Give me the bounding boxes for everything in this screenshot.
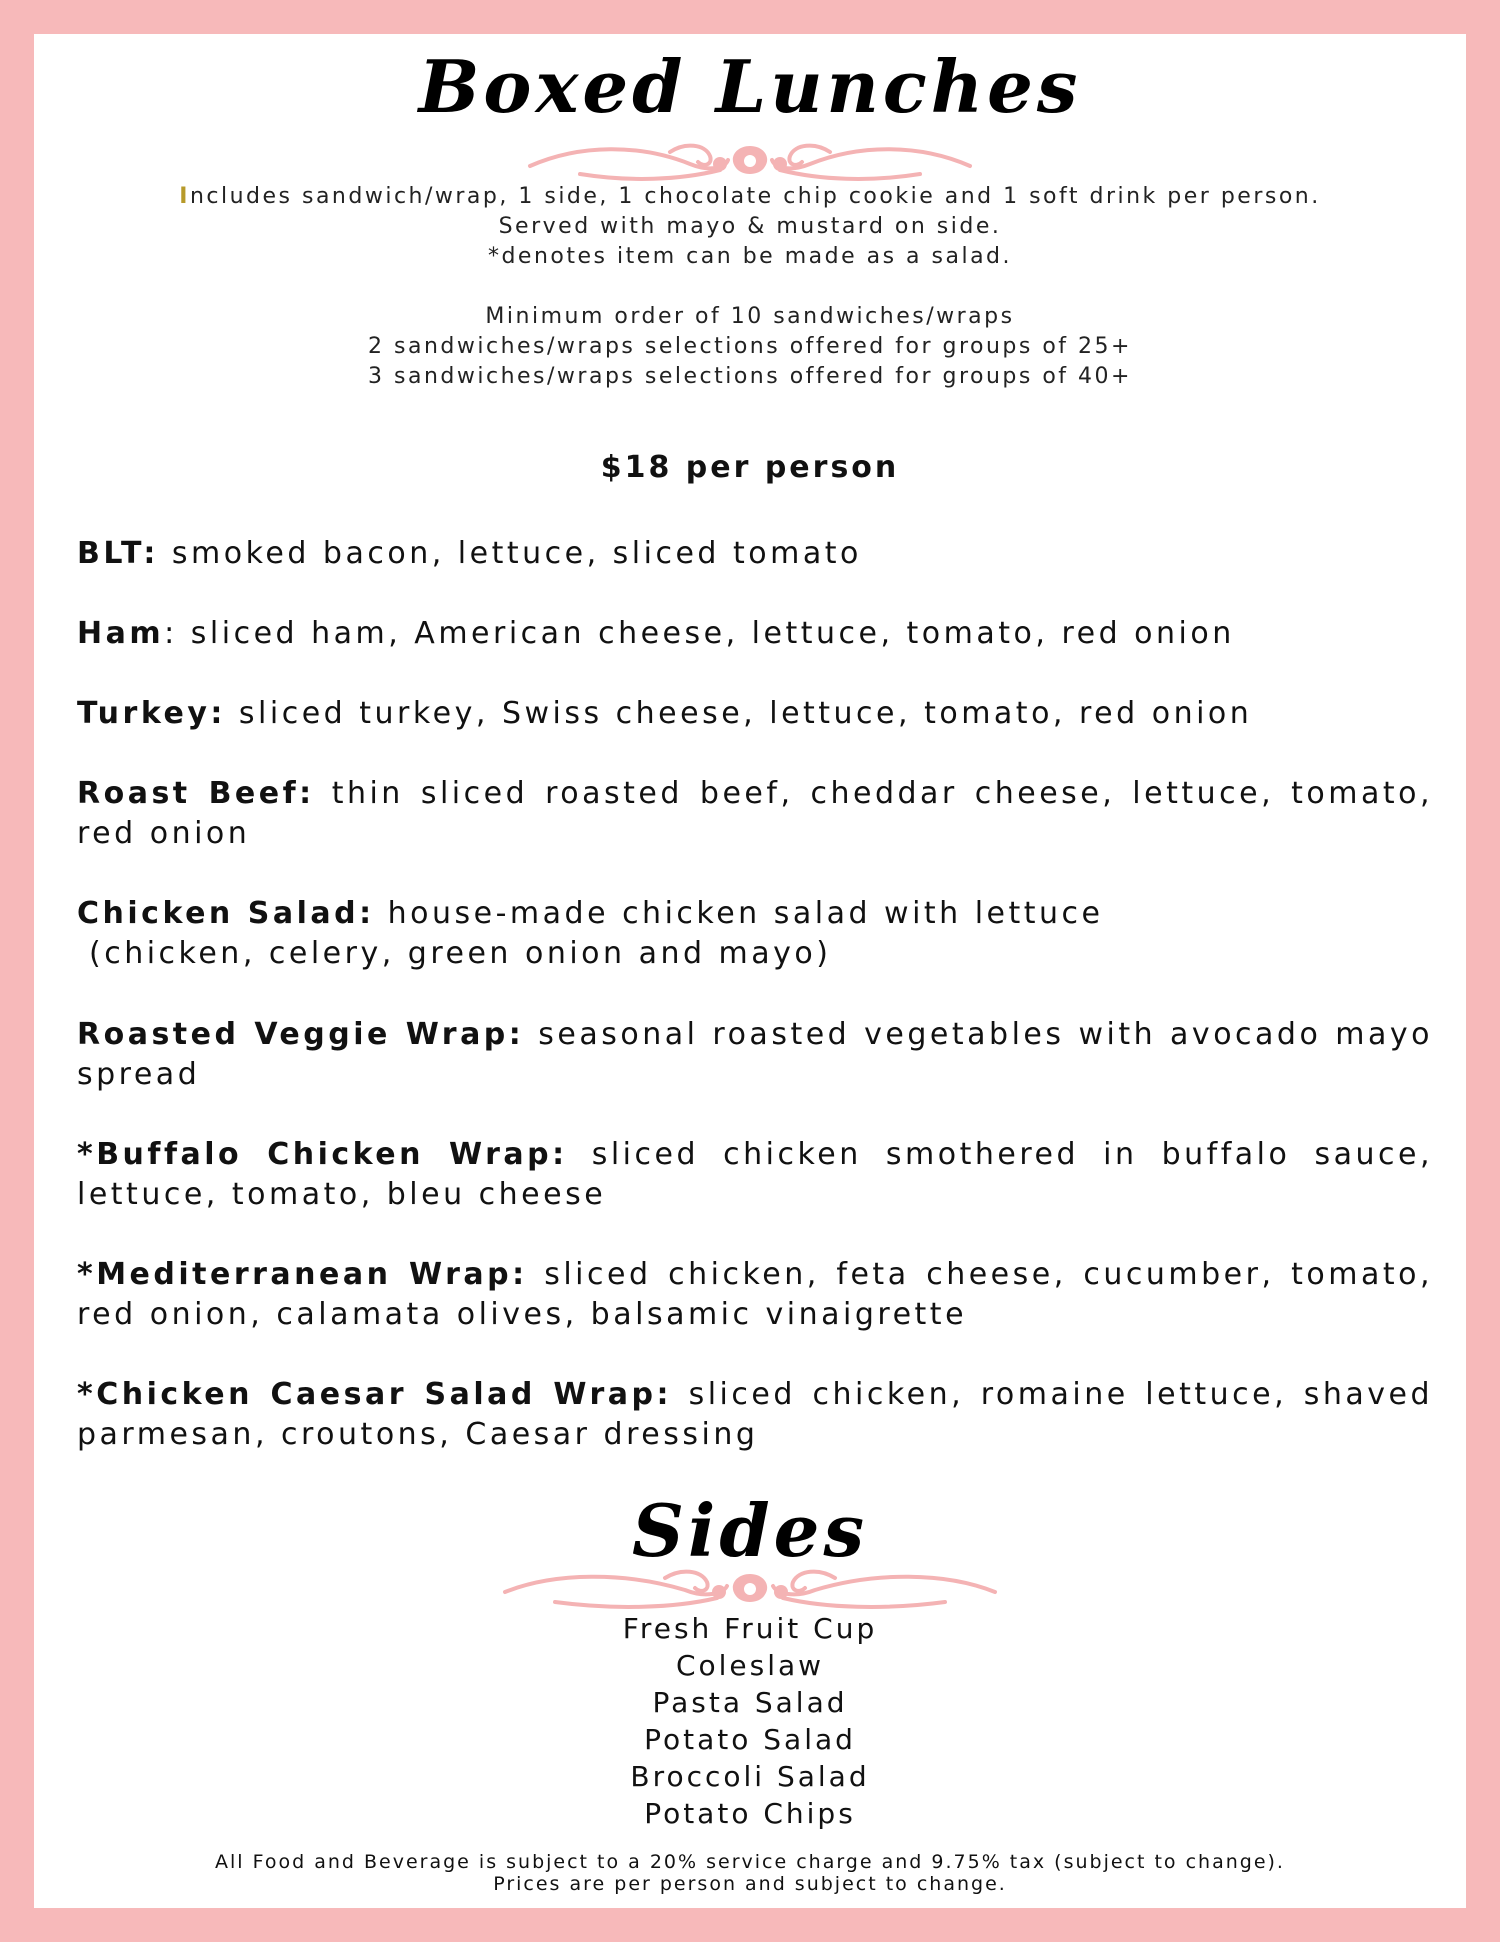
sides-list [34, 1610, 1466, 1832]
menu-item-mediterranean-wrap [77, 1255, 1433, 1335]
menu-item-name: Ham [77, 616, 165, 651]
minimum-line-2: 2 sandwiches/wraps selections offered for groups of 25+ [368, 334, 1132, 359]
side-item: Broccoli Salad [630, 1760, 870, 1793]
menu-item-roasted-veggie-wrap [77, 1015, 1433, 1095]
menu-item-name: Roasted Veggie Wrap: [77, 1017, 525, 1052]
menu-item-desc: : sliced ham, American cheese, lettuce, tomato, red onion [164, 616, 1235, 651]
menu-item-desc: sliced chicken, romaine lettuce, shaved parmesan, croutons, Caesar dressing [77, 1377, 1433, 1452]
menu-item-desc: sliced chicken smothered in buffalo sauce, lettuce, tomato, bleu cheese [77, 1137, 1433, 1212]
menu-item-roast-beef [77, 774, 1433, 854]
menu-item-desc-continued: (chicken, celery, green onion and mayo) [89, 936, 832, 971]
menu-item-name: *Mediterranean Wrap: [77, 1257, 528, 1292]
footer-line-2: Prices are per person and subject to change. [493, 1873, 1007, 1895]
menu-item-name: Chicken Salad: [77, 896, 375, 931]
side-item: Pasta Salad [652, 1686, 848, 1719]
footer-note [34, 1851, 1466, 1895]
menu-item-name: Turkey: [77, 696, 226, 731]
sides-title: Sides [631, 1488, 869, 1573]
menu-item-desc: sliced chicken, feta cheese, cucumber, tomato, red onion, calamata olives, balsamic vinaigrette [77, 1257, 1433, 1332]
intro-text [34, 182, 1466, 272]
menu-item-desc: house-made chicken salad with lettuce [374, 896, 1104, 931]
sides-flourish-ornament [495, 1562, 1005, 1616]
side-item: Coleslaw [675, 1649, 825, 1682]
menu-item-first-line [77, 894, 1433, 934]
menu-item-name: *Buffalo Chicken Wrap: [77, 1137, 568, 1172]
menu-item-name: Roast Beef: [77, 776, 315, 811]
menu-item-ham [77, 614, 1433, 654]
footer-line-1: All Food and Beverage is subject to a 20% service charge and 9.75% tax (subject to change). [215, 1851, 1285, 1873]
menu-item-desc: seasonal roasted vegetables with avocado mayo spread [77, 1017, 1433, 1092]
side-item: Fresh Fruit Cup [622, 1612, 878, 1645]
menu-page [34, 34, 1466, 1908]
menu-item-desc: sliced turkey, Swiss cheese, lettuce, tomato, red onion [225, 696, 1253, 731]
menu-item-name: *Chicken Caesar Salad Wrap: [77, 1377, 672, 1412]
minimum-line-1: Minimum order of 10 sandwiches/wraps [485, 304, 1015, 329]
side-item: Potato Chips [644, 1797, 856, 1830]
menu-item-turkey [77, 694, 1433, 734]
menu-item-chicken-salad [77, 894, 1433, 974]
price-per-person: $18 per person [600, 450, 900, 485]
intro-line-1: Includes sandwich/wrap, 1 side, 1 chocolate chip cookie and 1 soft drink per person. [179, 184, 1321, 209]
menu-item-buffalo-chicken-wrap [77, 1135, 1433, 1215]
menu-item-desc: smoked bacon, lettuce, sliced tomato [158, 536, 862, 571]
menu-item-desc: thin sliced roasted beef, cheddar cheese, lettuce, tomato, red onion [77, 776, 1434, 851]
menu-item-blt [77, 534, 1433, 574]
menu-item-name: BLT: [77, 536, 159, 571]
page-title: Boxed Lunches [418, 44, 1082, 129]
minimum-line-3: 3 sandwiches/wraps selections offered for groups of 40+ [368, 364, 1132, 389]
intro-line-2: Served with mayo & mustard on side. [498, 214, 1002, 239]
menu-item-chicken-caesar-salad-wrap [77, 1375, 1433, 1455]
minimum-order-text [34, 302, 1466, 392]
title-flourish-ornament [520, 134, 980, 188]
side-item: Potato Salad [644, 1723, 856, 1756]
intro-line-3: *denotes item can be made as a salad. [487, 244, 1013, 269]
